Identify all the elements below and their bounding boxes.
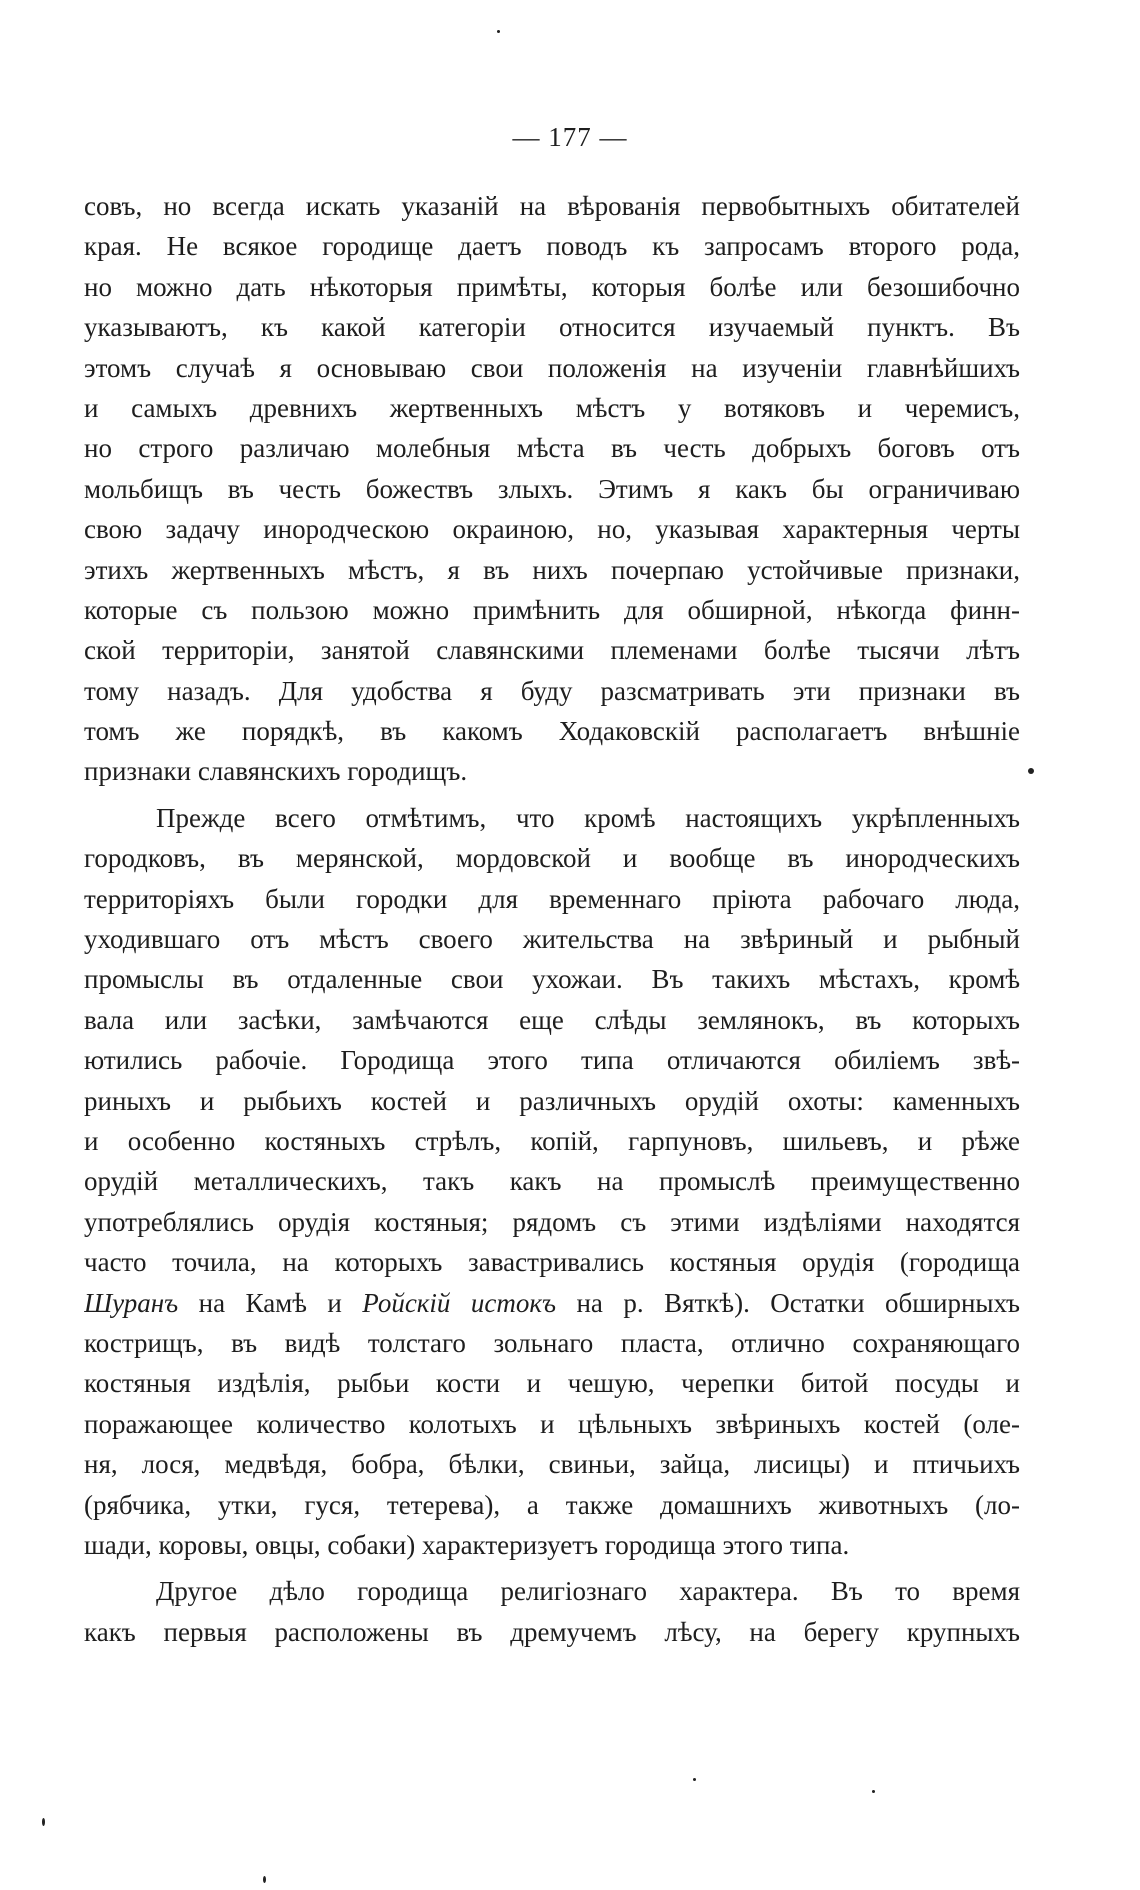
scan-speck — [263, 1876, 266, 1883]
text-line: но можно дать нѣкоторыя примѣты, которыя болѣе или безошибочно — [84, 271, 1020, 302]
text-line: какъ первыя расположены въ дремучемъ лѣсу, на берегу крупныхъ — [84, 1616, 1020, 1647]
text-line: костяныя издѣлія, рыбьи кости и чешую, черепки битой посуды и — [84, 1368, 1020, 1399]
text-line: (рябчика, утки, гуся, тетерева), а также домашнихъ животныхъ (ло- — [84, 1489, 1020, 1520]
text-line: томъ же порядкѣ, въ какомъ Ходаковскій располагаетъ внѣшніе — [84, 716, 1020, 747]
text-line: и самыхъ древнихъ жертвенныхъ мѣстъ у вотяковъ и черемисъ, — [84, 392, 1020, 423]
scan-speck — [693, 1778, 696, 1781]
text-fragment: на Камѣ и — [178, 1287, 363, 1318]
scan-speck — [42, 1818, 45, 1826]
text-line: мольбищъ въ честь божествъ злыхъ. Этимъ я какъ бы ограничиваю — [84, 473, 1020, 504]
text-line: ютились рабочіе. Городища этого типа отличаются обиліемъ звѣ- — [84, 1045, 1020, 1076]
text-line: ня, лося, медвѣдя, бобра, бѣлки, свиньи, зайца, лисицы) и птичьихъ — [84, 1449, 1020, 1480]
body-text — [84, 186, 1020, 1652]
italic-place-name: Шуранъ — [84, 1287, 179, 1318]
text-line: но строго различаю молебныя мѣста въ честь добрыхъ боговъ отъ — [84, 433, 1020, 464]
paragraph-2 — [84, 798, 1020, 1565]
text-line: совъ, но всегда искать указаній на вѣрованія первобытныхъ обитателей — [84, 191, 1020, 221]
text-line: кострищъ, въ видѣ толстаго зольнаго пласта, отлично сохраняющаго — [84, 1327, 1020, 1358]
text-fragment: на р. Вяткѣ). Остатки обширныхъ — [556, 1287, 1020, 1318]
text-line: промыслы въ отдаленные свои ухожаи. Въ такихъ мѣстахъ, кромѣ — [84, 964, 1020, 995]
text-line: ской территоріи, занятой славянскими племенами болѣе тысячи лѣтъ — [84, 635, 1020, 666]
text-line: Другое дѣло городища религіознаго характера. Въ то время — [156, 1576, 1020, 1607]
text-line: которые съ пользою можно примѣнить для обширной, нѣкогда финн- — [84, 594, 1020, 625]
scan-speck — [497, 30, 500, 33]
text-line: свою задачу инородческою окраиною, но, указывая характерныя черты — [84, 514, 1020, 545]
text-line: указываютъ, къ какой категоріи относится изучаемый пунктъ. Въ — [84, 312, 1020, 343]
text-line: поражающее количество колотыхъ и цѣльныхъ звѣриныхъ костей (оле- — [84, 1408, 1020, 1439]
text-line: края. Не всякое городище даетъ поводъ къ запросамъ второго рода, — [84, 231, 1020, 262]
paragraph-1 — [84, 186, 1020, 792]
text-line: орудій металлическихъ, такъ какъ на промыслѣ преимущественно — [84, 1166, 1020, 1197]
paragraph-3 — [84, 1571, 1020, 1652]
text-line: тому назадъ. Для удобства я буду разсматривать эти признаки въ — [84, 675, 1020, 706]
text-line: территоріяхъ были городки для временнаго пріюта рабочаго люда, — [84, 883, 1020, 914]
text-line: этихъ жертвенныхъ мѣстъ, я въ нихъ почерпаю устойчивые признаки, — [84, 554, 1020, 585]
text-line-with-italics — [84, 1283, 1020, 1323]
page-number: — 177 — — [512, 122, 628, 152]
text-line: риныхъ и рыбьихъ костей и различныхъ орудій охоты: каменныхъ — [84, 1085, 1020, 1116]
text-line: часто точила, на которыхъ завастривались костяныя орудія (городища — [84, 1247, 1020, 1278]
text-line: вала или засѣки, замѣчаются еще слѣды землянокъ, въ которыхъ — [84, 1004, 1020, 1035]
text-line: употреблялись орудія костяныя; рядомъ съ этими издѣліями находятся — [84, 1206, 1020, 1237]
text-line: городковъ, въ мерянской, мордовской и вообще въ инородческихъ — [84, 843, 1020, 874]
scan-speck — [1028, 768, 1034, 774]
italic-place-name: Ройскій истокъ — [362, 1287, 557, 1318]
text-line: признаки славянскихъ городищъ. — [84, 756, 468, 787]
text-line: этомъ случаѣ я основываю свои положенія на изученіи главнѣйшихъ — [84, 352, 1020, 383]
text-line: уходившаго отъ мѣстъ своего жительства на звѣриный и рыбный — [84, 924, 1020, 955]
scan-speck — [872, 1790, 875, 1793]
text-line: шади, коровы, овцы, собаки) характеризуетъ городища этого типа. — [84, 1529, 850, 1560]
text-line: и особенно костяныхъ стрѣлъ, копій, гарпуновъ, шильевъ, и рѣже — [84, 1125, 1020, 1156]
text-line: Прежде всего отмѣтимъ, что кромѣ настоящихъ укрѣпленныхъ — [156, 802, 1020, 833]
